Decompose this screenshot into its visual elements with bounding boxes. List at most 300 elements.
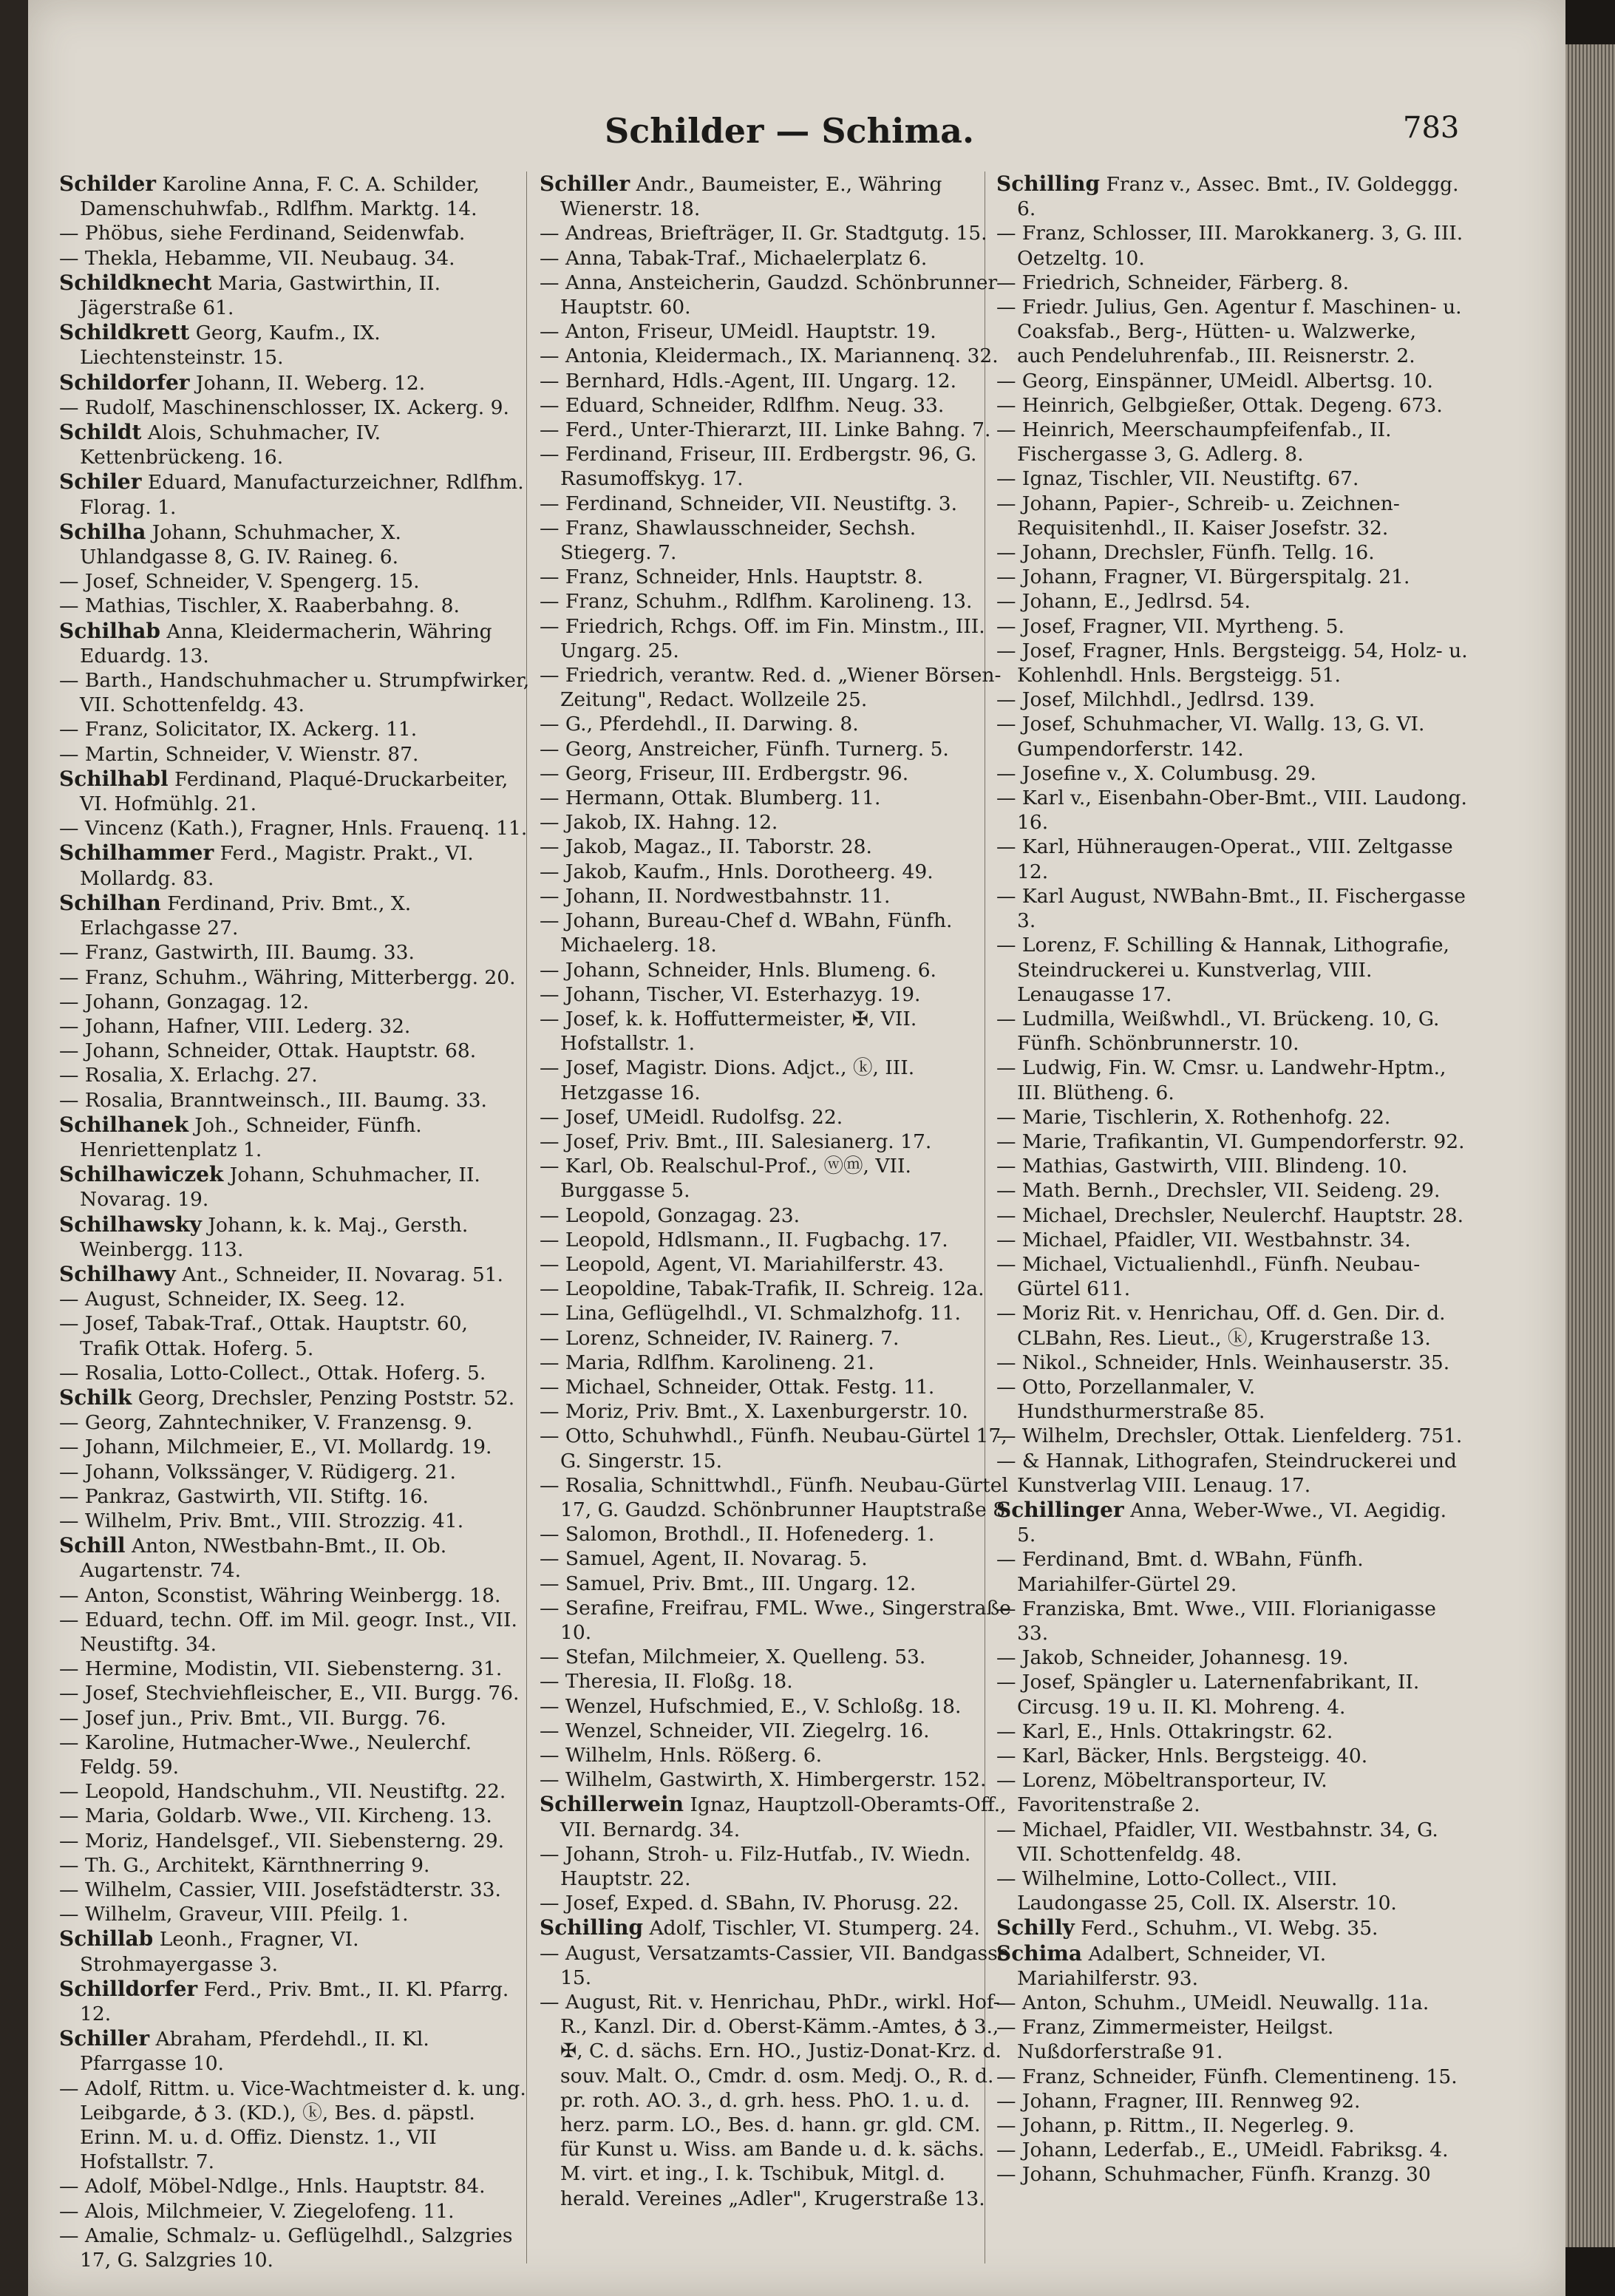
entry-text: — Wilhelm, Gastwirth, X. Himbergerstr. 152. — [540, 1768, 987, 1792]
entry-text: — Moriz, Handelsgef., VII. Siebensterng. 29. — [59, 1829, 505, 1852]
directory-entry — [996, 1719, 1469, 1744]
book-gutter — [0, 0, 28, 2296]
entry-surname: Schilling — [996, 171, 1101, 196]
entry-text: — Georg, Einspänner, UMeidl. Albertsg. 10. — [996, 369, 1433, 393]
directory-entry — [540, 1767, 1013, 1792]
entry-surname: Schilly — [996, 1915, 1075, 1940]
entry-text: — Michael, Schneider, Ottak. Festg. 11. — [540, 1375, 935, 1399]
page-stack-edge — [1565, 44, 1615, 2247]
entry-surname: Schilder — [59, 171, 157, 196]
entry-text: — Rosalia, X. Erlachg. 27. — [59, 1064, 318, 1087]
directory-entry — [540, 614, 1013, 663]
entry-text: — Michael, Pfaidler, VII. Westbahnstr. 34, G. VII. Schottenfeldg. 48. — [996, 1818, 1438, 1866]
directory-entry — [996, 1941, 1469, 1991]
directory-entry — [540, 1546, 1013, 1571]
directory-entry — [59, 1706, 532, 1731]
directory-entry — [540, 1522, 1013, 1546]
directory-entry — [996, 1375, 1469, 1424]
entry-text: — Maria, Goldarb. Wwe., VII. Kircheng. 13. — [59, 1804, 492, 1828]
directory-entry — [996, 2089, 1469, 2113]
directory-entry — [540, 1130, 1013, 1154]
entry-text: — Phöbus, siehe Ferdinand, Seidenwfab. — [59, 222, 466, 245]
entry-text: — Georg, Zahntechniker, V. Franzensg. 9. — [59, 1411, 473, 1435]
entry-surname: Schilhawiczek — [59, 1162, 224, 1187]
entry-surname: Schildknecht — [59, 270, 212, 295]
directory-entry — [59, 1212, 532, 1262]
directory-entry — [540, 1301, 1013, 1325]
directory-entry — [59, 1681, 532, 1705]
entry-text: — Rosalia, Lotto-Collect., Ottak. Hoferg. 5. — [59, 1361, 486, 1385]
entry-text: Johann, k. k. Maj., Gersth. Weinbergg. 113. — [80, 1213, 469, 1261]
entry-text: — Johann, E., Jedlrsd. 54. — [996, 590, 1251, 614]
directory-entry — [996, 1154, 1469, 1178]
entry-text: — Johann, Stroh- u. Filz-Hutfab., IV. Wiedn. Hauptstr. 22. — [540, 1842, 971, 1891]
entry-text: — & Hannak, Lithografen, Steindruckerei und Kunstverlag VIII. Lenaug. 17. — [996, 1449, 1457, 1497]
entry-text: — Georg, Anstreicher, Fünfh. Turnerg. 5. — [540, 737, 949, 761]
entry-text: — Johann, Drechsler, Fünfh. Tellg. 16. — [996, 541, 1375, 565]
directory-entry — [996, 712, 1469, 761]
entry-surname: Schiler — [59, 469, 142, 495]
entry-surname: Schiller — [540, 171, 630, 196]
directory-entry — [540, 761, 1013, 786]
directory-entry — [540, 1891, 1013, 1915]
directory-entry — [59, 1583, 532, 1608]
directory-entry — [540, 1399, 1013, 1424]
directory-entry — [59, 2026, 532, 2076]
directory-entry — [540, 418, 1013, 442]
entry-text: — Th. G., Architekt, Kärnthnerring 9. — [59, 1853, 430, 1877]
entry-text: — Vincenz (Kath.), Fragner, Hnls. Frauenq. 11. — [59, 817, 528, 840]
directory-entry — [996, 393, 1469, 418]
directory-entry — [540, 958, 1013, 982]
entry-text: — Bernhard, Hdls.-Agent, III. Ungarg. 12. — [540, 369, 957, 393]
directory-entry — [996, 884, 1469, 933]
entry-text: — Johann, Schuhmacher, Fünfh. Kranzg. 30 — [996, 2163, 1431, 2187]
entry-text: — Pankraz, Gastwirth, VII. Stiftg. 16. — [59, 1484, 429, 1508]
directory-entry — [59, 717, 532, 741]
entry-text: — Franziska, Bmt. Wwe., VIII. Florianigasse 33. — [996, 1597, 1436, 1645]
directory-entry — [996, 2113, 1469, 2138]
directory-entry — [996, 1130, 1469, 1154]
directory-entry — [540, 1990, 1013, 2211]
directory-entry — [540, 786, 1013, 810]
directory-entry — [540, 860, 1013, 884]
entry-text: — Anton, Friseur, UMeidl. Hauptstr. 19. — [540, 320, 936, 344]
running-header — [28, 111, 1565, 163]
entry-text: — Leopold, Agent, VI. Mariahilferstr. 43. — [540, 1252, 945, 1276]
directory-entry — [59, 816, 532, 840]
directory-entry — [59, 940, 532, 965]
directory-entry — [540, 565, 1013, 589]
directory-entry — [996, 1597, 1469, 1645]
entry-text: — Heinrich, Gelbgießer, Ottak. Degeng. 673. — [996, 393, 1443, 417]
entry-text: — Andreas, Briefträger, II. Gr. Stadtgutg. 15. — [540, 222, 987, 245]
directory-entry — [996, 1203, 1469, 1228]
directory-entry — [540, 344, 1013, 368]
directory-entry — [996, 786, 1469, 835]
directory-entry — [996, 271, 1469, 295]
entry-text: — Maria, Rdlfhm. Karolineng. 21. — [540, 1351, 874, 1374]
directory-entry — [996, 2065, 1469, 2089]
directory-entry — [59, 420, 532, 469]
entry-text: — Salomon, Brothdl., II. Hofenederg. 1. — [540, 1523, 935, 1546]
directory-entry — [540, 1252, 1013, 1277]
directory-entry — [540, 1203, 1013, 1228]
entry-text: — Josefine v., X. Columbusg. 29. — [996, 761, 1316, 785]
entry-surname: Schillab — [59, 1926, 154, 1952]
entry-text: — Karl August, NWBahn-Bmt., II. Fischergasse 3. — [996, 884, 1466, 933]
entry-text: — Rosalia, Schnittwhdl., Fünfh. Neubau-Gürtel 17, G. Gaudzd. Schönbrunner Hauptstraße 8. — [540, 1473, 1012, 1521]
entry-text: Johann, Schuhmacher, X. Uhlandgasse 8, G. IV. Raineg. 6. — [80, 520, 401, 569]
directory-entry — [996, 295, 1469, 369]
directory-entry — [59, 594, 532, 618]
directory-entry — [996, 1351, 1469, 1375]
entry-text: Ferd., Schuhm., VI. Webg. 35. — [1074, 1917, 1378, 1940]
entry-text: Alois, Schuhmacher, IV. Kettenbrückeng. 16. — [80, 421, 381, 469]
entry-text: — Franz, Shawlausschneider, Sechsh. Stiegerg. 7. — [540, 516, 917, 565]
page-title: Schilder — Schima. — [605, 111, 974, 151]
entry-text: Georg, Kaufm., IX. Liechtensteinstr. 15. — [80, 322, 381, 370]
entry-surname: Schildkrett — [59, 320, 190, 345]
entry-text: — Jakob, Magaz., II. Taborstr. 28. — [540, 835, 872, 859]
directory-entry — [540, 1105, 1013, 1130]
directory-entry — [59, 891, 532, 940]
directory-entry — [59, 619, 532, 668]
entry-text: — Friedr. Julius, Gen. Agentur f. Maschinen- u. Coaksfab., Berg-, Hütten- u. Walzwerke, auch Pendeluhrenfab., III. Reisnerstr. 2. — [996, 296, 1462, 368]
directory-entry — [540, 1694, 1013, 1719]
directory-entry — [996, 540, 1469, 565]
entry-text: — Wilhelmine, Lotto-Collect., VIII. Laudongasse 25, Coll. IX. Alserstr. 10. — [996, 1867, 1397, 1915]
directory-entry — [996, 614, 1469, 639]
directory-entry — [996, 1252, 1469, 1301]
entry-text: — Lorenz, F. Schilling & Hannak, Lithografie, Steindruckerei u. Kunstverlag, VIII. Lenaugasse 17. — [996, 934, 1449, 1006]
directory-entry — [59, 1657, 532, 1681]
directory-entry — [996, 639, 1469, 687]
directory-entry — [59, 1410, 532, 1435]
entry-text: Franz v., Assec. Bmt., IV. Goldeggg. 6. — [1017, 173, 1459, 221]
directory-column-1 — [59, 171, 532, 2272]
entry-text: — Franz, Schneider, Fünfh. Clementineng. 15. — [996, 2065, 1458, 2088]
entry-text: — Johann, Fragner, VI. Bürgerspitalg. 21. — [996, 565, 1410, 589]
directory-entry — [59, 1977, 532, 2026]
directory-entry — [59, 1435, 532, 1459]
directory-entry — [59, 1533, 532, 1583]
entry-text: — Josef, k. k. Hoffuttermeister, ✠, VII. Hofstallstr. 1. — [540, 1007, 917, 1056]
directory-entry — [996, 1768, 1469, 1817]
directory-entry — [59, 520, 532, 569]
directory-entry — [59, 320, 532, 370]
entry-text: — Josef, Exped. d. SBahn, IV. Phorusg. 22. — [540, 1892, 959, 1915]
entry-text: — Josef, Milchhdl., Jedlrsd. 139. — [996, 688, 1316, 712]
entry-text: Ferd., Magistr. Prakt., VI. Mollardg. 83. — [80, 842, 474, 890]
directory-entry — [996, 466, 1469, 491]
directory-entry — [59, 370, 532, 395]
entry-text: Anna, Weber-Wwe., VI. Aegidig. 5. — [1017, 1498, 1447, 1547]
entry-text: — Ferdinand, Schneider, VII. Neustiftg. 3. — [540, 492, 958, 515]
entry-text: — Serafine, Freifrau, FML. Wwe., Singerstraße 10. — [540, 1596, 1011, 1644]
directory-entry — [540, 319, 1013, 344]
entry-text: — Franz, Gastwirth, III. Baumg. 33. — [59, 941, 415, 965]
directory-entry — [540, 1669, 1013, 1694]
entry-text: — Josef, Spängler u. Laternenfabrikant, II. Circusg. 19 u. II. Kl. Mohreng. 4. — [996, 1671, 1420, 1719]
directory-entry — [996, 835, 1469, 883]
directory-entry — [996, 687, 1469, 712]
entry-text: — Lorenz, Schneider, IV. Rainerg. 7. — [540, 1326, 900, 1350]
entry-surname: Schilhawy — [59, 1261, 176, 1286]
entry-text: — Anton, Sconstist, Währing Weinbergg. 18. — [59, 1583, 501, 1607]
entry-text: — Eduard, Schneider, Rdlfhm. Neug. 33. — [540, 393, 945, 417]
directory-entry — [540, 271, 1013, 319]
directory-entry — [540, 1941, 1013, 1990]
entry-surname: Schilhanek — [59, 1112, 188, 1137]
directory-entry — [996, 1105, 1469, 1130]
directory-entry — [59, 965, 532, 990]
directory-entry — [59, 395, 532, 420]
entry-text: — Wenzel, Schneider, VII. Ziegelrg. 16. — [540, 1719, 930, 1742]
entry-surname: Schilhan — [59, 890, 161, 915]
directory-entry — [540, 589, 1013, 614]
entry-text: — Ferdinand, Bmt. d. WBahn, Fünfh. Mariahilfer-Gürtel 29. — [996, 1548, 1364, 1596]
entry-text: — Karl v., Eisenbahn-Ober-Bmt., VIII. Laudong. 16. — [996, 787, 1467, 835]
entry-text: Ferd., Priv. Bmt., II. Kl. Pfarrg. 12. — [80, 1977, 509, 2026]
entry-text: — Josef, Fragner, VII. Myrtheng. 5. — [996, 614, 1344, 638]
entry-text: — Leopold, Hdlsmann., II. Fugbachg. 17. — [540, 1228, 948, 1251]
entry-text: — Johann, Bureau-Chef d. WBahn, Fünfh. Michaelerg. 18. — [540, 909, 953, 957]
entry-text: — Karoline, Hutmacher-Wwe., Neulerchf. Feldg. 59. — [59, 1731, 472, 1779]
entry-text: Anton, NWestbahn-Bmt., II. Ob. Augartenstr. 74. — [80, 1535, 447, 1583]
entry-text: — Rosalia, Branntweinsch., III. Baumg. 33. — [59, 1088, 487, 1112]
entry-text: — Franz, Schuhm., Rdlfhm. Karolineng. 13. — [540, 590, 973, 614]
directory-entry — [996, 418, 1469, 466]
entry-text: — Josef, Schneider, V. Spengerg. 15. — [59, 570, 420, 594]
entry-text: — Karl, Ob. Realschul-Prof., ⓦⓜ, VII. Burggasse 5. — [540, 1155, 911, 1203]
directory-entry — [996, 171, 1469, 221]
directory-entry — [540, 1056, 1013, 1104]
entry-surname: Schilhab — [59, 618, 160, 643]
directory-entry — [59, 1926, 532, 1976]
entry-text: Johann, Schuhmacher, II. Novarag. 19. — [80, 1164, 480, 1212]
directory-entry — [540, 393, 1013, 418]
entry-text: — Johann, Hafner, VIII. Lederg. 32. — [59, 1014, 411, 1038]
directory-entry — [996, 589, 1469, 614]
entry-text: — Leopold, Gonzagag. 23. — [540, 1203, 800, 1227]
entry-text: — Adolf, Möbel-Ndlge., Hnls. Hauptstr. 84. — [59, 2175, 486, 2198]
entry-text: — Ferdinand, Friseur, III. Erdbergstr. 96, G. Rasumoffskyg. 17. — [540, 443, 977, 491]
directory-entry — [59, 1088, 532, 1113]
entry-text: — Franz, Solicitator, IX. Ackerg. 11. — [59, 718, 418, 741]
entry-surname: Schiller — [59, 2026, 150, 2051]
directory-entry — [540, 1743, 1013, 1767]
directory-entry — [540, 737, 1013, 761]
directory-entry — [59, 246, 532, 271]
directory-entry — [540, 1424, 1013, 1473]
entry-surname: Schilldorfer — [59, 1976, 198, 2001]
directory-entry — [59, 1779, 532, 1804]
entry-text: — Johann, Volkssänger, V. Rüdigerg. 21. — [59, 1460, 456, 1484]
entry-text: — Leopold, Handschuhm., VII. Neustiftg. 22. — [59, 1780, 506, 1804]
entry-text: — Ferd., Unter-Thierarzt, III. Linke Bahng. 7. — [540, 418, 991, 442]
entry-text: — Barth., Handschuhmacher u. Strumpfwirker, VII. Schottenfeldg. 43. — [59, 669, 530, 717]
directory-entry — [996, 492, 1469, 540]
entry-text: — Lorenz, Möbeltransporteur, IV. Favoritenstraße 2. — [996, 1769, 1327, 1817]
entry-text: — Thekla, Hebamme, VII. Neubaug. 34. — [59, 246, 455, 270]
entry-text: Anna, Kleidermacherin, Währing Eduardg. 13. — [80, 619, 492, 668]
directory-entry — [996, 1178, 1469, 1203]
directory-entry — [540, 1572, 1013, 1596]
entry-text: — Hermann, Ottak. Blumberg. 11. — [540, 787, 881, 810]
entry-text: — Math. Bernh., Drechsler, VII. Seideng. 29. — [996, 1179, 1441, 1203]
directory-entry — [996, 1670, 1469, 1719]
entry-text: — Josef jun., Priv. Bmt., VII. Burgg. 76. — [59, 1706, 446, 1730]
entry-text: — Johann, Schneider, Hnls. Blumeng. 6. — [540, 958, 936, 982]
entry-text: — Wenzel, Hufschmied, E., V. Schloßg. 18. — [540, 1694, 962, 1718]
entry-text: Ant., Schneider, II. Novarag. 51. — [175, 1263, 503, 1286]
entry-text: — Josef, UMeidl. Rudolfsg. 22. — [540, 1105, 843, 1129]
directory-entry — [540, 1915, 1013, 1940]
entry-text: — Eduard, techn. Off. im Mil. geogr. Inst., VII. Neustiftg. 34. — [59, 1608, 517, 1656]
entry-text: — Jakob, Schneider, Johannesg. 19. — [996, 1646, 1349, 1670]
directory-entry — [996, 1301, 1469, 1350]
directory-entry — [59, 1162, 532, 1212]
entry-surname: Schildorfer — [59, 370, 190, 395]
entry-text: — Friedrich, Rchgs. Off. im Fin. Minstm., III. Ungarg. 25. — [540, 614, 985, 662]
entry-text: — Michael, Victualienhdl., Fünfh. Neubau-Gürtel 611. — [996, 1252, 1421, 1301]
entry-surname: Schillerwein — [540, 1792, 684, 1817]
entry-text: — Ludwig, Fin. W. Cmsr. u. Landwehr-Hptm., III. Blütheng. 6. — [996, 1056, 1446, 1104]
entry-text: — Franz, Schlosser, III. Marokkanerg. 3, G. III. Oetzeltg. 10. — [996, 222, 1463, 270]
entry-text: — Johann, Schneider, Ottak. Hauptstr. 68. — [59, 1039, 477, 1063]
entry-text: — Heinrich, Meerschaumpfeifenfab., II. Fischergasse 3, G. Adlerg. 8. — [996, 418, 1392, 466]
entry-text: — Samuel, Agent, II. Novarag. 5. — [540, 1547, 868, 1571]
directory-entry — [540, 663, 1013, 712]
entry-text: — Rudolf, Maschinenschlosser, IX. Ackerg. 9. — [59, 395, 509, 419]
directory-entry — [59, 840, 532, 890]
directory-entry — [996, 1991, 1469, 2015]
entry-text: — Friedrich, Schneider, Färberg. 8. — [996, 271, 1349, 294]
entry-text: — Ludmilla, Weißwhdl., VI. Brückeng. 10, G. Fünfh. Schönbrunnerstr. 10. — [996, 1007, 1440, 1056]
entry-text: — Franz, Schneider, Hnls. Hauptstr. 8. — [540, 565, 924, 589]
entry-surname: Schilha — [59, 519, 146, 544]
entry-text: Andr., Baumeister, E., Währing Wienerstr. 18. — [560, 173, 942, 221]
entry-text: — Nikol., Schneider, Hnls. Weinhauserstr. 35. — [996, 1351, 1450, 1374]
directory-entry — [59, 271, 532, 320]
directory-entry — [996, 1449, 1469, 1498]
directory-entry — [996, 1498, 1469, 1547]
entry-text: — Wilhelm, Drechsler, Ottak. Lienfelderg. 751. — [996, 1424, 1463, 1448]
directory-entry — [59, 1361, 532, 1385]
directory-entry — [540, 1792, 1013, 1841]
directory-entry — [540, 1326, 1013, 1351]
entry-surname: Schilhammer — [59, 840, 214, 866]
entry-text: — Karl, Hühneraugen-Operat., VIII. Zeltgasse 12. — [996, 835, 1453, 883]
entry-text: Eduard, Manufacturzeichner, Rdlfhm. Florag. 1. — [80, 471, 524, 519]
directory-entry — [540, 246, 1013, 271]
directory-entry — [540, 1277, 1013, 1301]
entry-text: — Johann, Gonzagag. 12. — [59, 990, 310, 1013]
entry-text: — Wilhelm, Graveur, VIII. Pfeilg. 1. — [59, 1903, 409, 1926]
entry-text: — Marie, Trafikantin, VI. Gumpendorferstr. 92. — [996, 1130, 1465, 1153]
entry-text: — Josef, Tabak-Traf., Ottak. Hauptstr. 60, Trafik Ottak. Hoferg. 5. — [59, 1312, 468, 1360]
entry-text: — Georg, Friseur, III. Erdbergstr. 96. — [540, 761, 909, 785]
entry-text: — Marie, Tischlerin, X. Rothenhofg. 22. — [996, 1105, 1391, 1129]
directory-entry — [540, 1473, 1013, 1522]
entry-text: — Josef, Stechviehfleischer, E., VII. Burgg. 76. — [59, 1682, 520, 1705]
page-number: 783 — [1403, 111, 1460, 145]
directory-entry — [996, 761, 1469, 786]
entry-text: — Anna, Tabak-Traf., Michaelerplatz 6. — [540, 246, 928, 270]
entry-text: — Karl, Bäcker, Hnls. Bergsteigg. 40. — [996, 1745, 1368, 1767]
directory-entry — [59, 1878, 532, 1902]
directory-entry — [59, 1853, 532, 1878]
directory-entry — [996, 1867, 1469, 1915]
entry-text: — Adolf, Rittm. u. Vice-Wachtmeister d. k. ung. Leibgarde, ♁ 3. (KD.), ⓚ, Bes. d. päpstl. Erinn. M. u. d. Offiz. Dienstz. 1., VII Hofstallstr. 7. — [59, 2076, 526, 2174]
directory-entry — [59, 1608, 532, 1657]
directory-entry — [996, 2015, 1469, 2064]
entry-text: — Hermine, Modistin, VII. Siebensterng. 31. — [59, 1657, 503, 1681]
directory-entry — [996, 565, 1469, 589]
directory-entry — [996, 221, 1469, 270]
entry-text: — Otto, Porzellanmaler, V. Hundsthurmerstraße 85. — [996, 1375, 1265, 1424]
entry-text: — Josef, Priv. Bmt., III. Salesianerg. 17. — [540, 1130, 932, 1153]
directory-entry — [540, 1375, 1013, 1399]
directory-entry — [540, 810, 1013, 835]
directory-entry — [59, 1014, 532, 1039]
entry-surname: Schill — [59, 1533, 126, 1558]
entry-text: — Josef, Schuhmacher, VI. Wallg. 13, G. VI. Gumpendorferstr. 142. — [996, 713, 1425, 761]
entry-text: — Johann, Tischer, VI. Esterhazyg. 19. — [540, 982, 921, 1006]
directory-entry — [59, 990, 532, 1014]
entry-text: Leonh., Fragner, VI. Strohmayergasse 3. — [80, 1928, 359, 1976]
entry-text: — Alois, Milchmeier, V. Ziegelofeng. 11. — [59, 2199, 455, 2223]
entry-text: — Wilhelm, Priv. Bmt., VIII. Strozzig. 41. — [59, 1509, 464, 1532]
entry-text: — August, Schneider, IX. Seeg. 12. — [59, 1288, 406, 1311]
entry-text: — August, Rit. v. Henrichau, PhDr., wirkl. Hof-R., Kanzl. Dir. d. Oberst-Kämm.-Amtes, ♁ 3., ✠, C. d. sächs. Ern. HO., Justiz-Donat-Krz. d. souv. Malt. O., Cmdr. d. osm. Medj. O., R. d. pr. roth. AO. 3., d. grh. hess. PhO. 1. u. d. herz. parm. LO., Bes. d. hann. gr. gld. CM. für Kunst u. Wiss. am Bande u. d. k. sächs. M. virt. et ing., I. k. Tschibuk, Mitgl. d. herald. Vereines „Adler", Krugerstraße 13. — [540, 1991, 1002, 2210]
entry-text: — Johann, Milchmeier, E., VI. Mollardg. 19. — [59, 1436, 492, 1459]
directory-entry — [59, 2199, 532, 2224]
directory-entry — [996, 369, 1469, 393]
directory-entry — [540, 712, 1013, 736]
entry-text: — Franz, Schuhm., Währing, Mitterbergg. 20. — [59, 965, 516, 989]
directory-entry — [59, 767, 532, 816]
entry-text: — Johann, II. Nordwestbahnstr. 11. — [540, 884, 891, 908]
directory-entry — [540, 442, 1013, 491]
entry-text: — Antonia, Kleidermach., IX. Mariannenq. 32. — [540, 344, 999, 368]
directory-entry — [59, 171, 532, 221]
entry-surname: Schima — [996, 1940, 1083, 1966]
entry-text: — Jakob, IX. Hahng. 12. — [540, 811, 778, 835]
directory-entry — [59, 2174, 532, 2198]
directory-entry — [540, 516, 1013, 565]
directory-entry — [996, 933, 1469, 1007]
directory-entry — [59, 1804, 532, 1828]
entry-text: — Lina, Geflügelhdl., VI. Schmalzhofg. 11. — [540, 1302, 961, 1325]
entry-text: Georg, Drechsler, Penzing Poststr. 52. — [132, 1386, 515, 1410]
directory-entry — [996, 1007, 1469, 1056]
directory-entry — [59, 1902, 532, 1926]
directory-entry — [59, 1287, 532, 1311]
directory-entry — [59, 1731, 532, 1779]
entry-text: — Josef, Magistr. Dions. Adjct., ⓚ, III. Hetzgasse 16. — [540, 1056, 915, 1104]
entry-text: — Mathias, Gastwirth, VIII. Blindeng. 10. — [996, 1155, 1408, 1178]
directory-entry — [59, 569, 532, 594]
directory-entry — [540, 884, 1013, 908]
directory-entry — [996, 1547, 1469, 1596]
entry-text: — Otto, Schuhwhdl., Fünfh. Neubau-Gürtel 17, G. Singerstr. 15. — [540, 1424, 1007, 1473]
directory-entry — [540, 1596, 1013, 1645]
directory-entry — [996, 1744, 1469, 1768]
entry-text: — Stefan, Milchmeier, X. Quelleng. 53. — [540, 1645, 926, 1669]
entry-text: — Amalie, Schmalz- u. Geflügelhdl., Salzgries 17, G. Salzgries 10. — [59, 2224, 513, 2272]
